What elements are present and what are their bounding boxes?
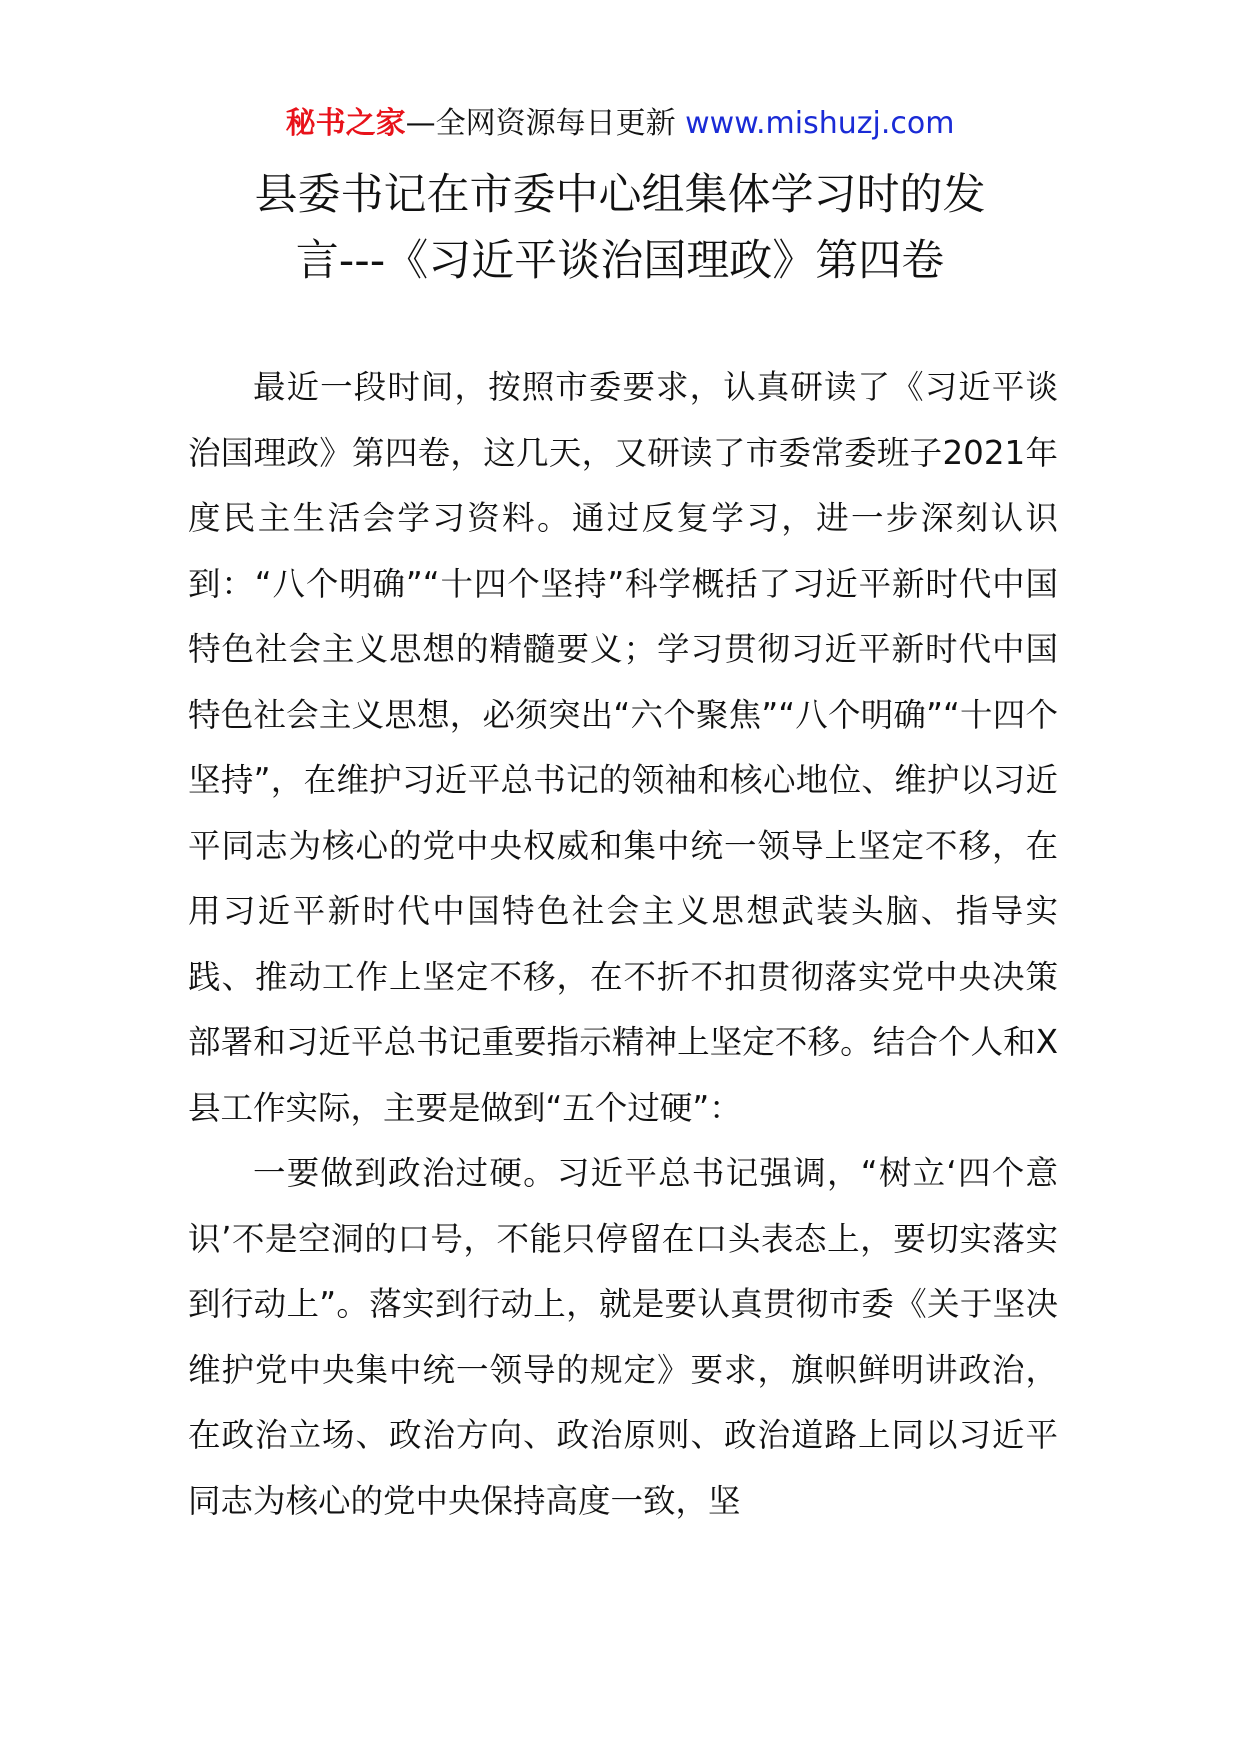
site-banner <box>0 102 1240 146</box>
banner-brand: 秘书之家 <box>285 106 406 141</box>
document-body <box>188 355 1058 1534</box>
document-title <box>180 162 1060 294</box>
banner-tagline: —全网资源每日更新 <box>405 106 686 141</box>
paragraph-point-one: 一要做到政治过硬。习近平总书记强调，“树立‘四个意识’不是空洞的口号，不能只停留在口头表态上，要切实落实到行动上”。落实到行动上，就是要认真贯彻市委《关于坚决维护党中央集中统一领导的规定》要求，旗帜鲜明讲政治，在政治立场、政治方向、政治原则、政治道路上同以习近平同志为核心的党中央保持高度一致，坚 <box>188 1154 1058 1520</box>
title-line-2: 言---《习近平谈治国理政》第四卷 <box>295 236 945 286</box>
paragraph-intro: 最近一段时间，按照市委要求，认真研读了《习近平谈治国理政》第四卷，这几天，又研读了市委常委班子2021年度民主生活会学习资料。通过反复学习，进一步深刻认识到：“八个明确”“十四个坚持”科学概括了习近平新时代中国特色社会主义思想的精髓要义；学习贯彻习近平新时代中国特色社会主义思想，必须突出“六个聚焦”“八个明确”“十四个坚持”，在维护习近平总书记的领袖和核心地位、维护以习近平同志为核心的党中央权威和集中统一领导上坚定不移，在用习近平新时代中国特色社会主义思想武装头脑、指导实践、推动工作上坚定不移，在不折不扣贯彻落实党中央决策部署和习近平总书记重要指示精神上坚定不移。结合个人和X县工作实际，主要是做到“五个过硬”： <box>188 368 1058 1127</box>
title-line-1: 县委书记在市委中心组集体学习时的发 <box>254 170 986 220</box>
banner-url-link[interactable]: www.mishuzj.com <box>685 106 955 141</box>
